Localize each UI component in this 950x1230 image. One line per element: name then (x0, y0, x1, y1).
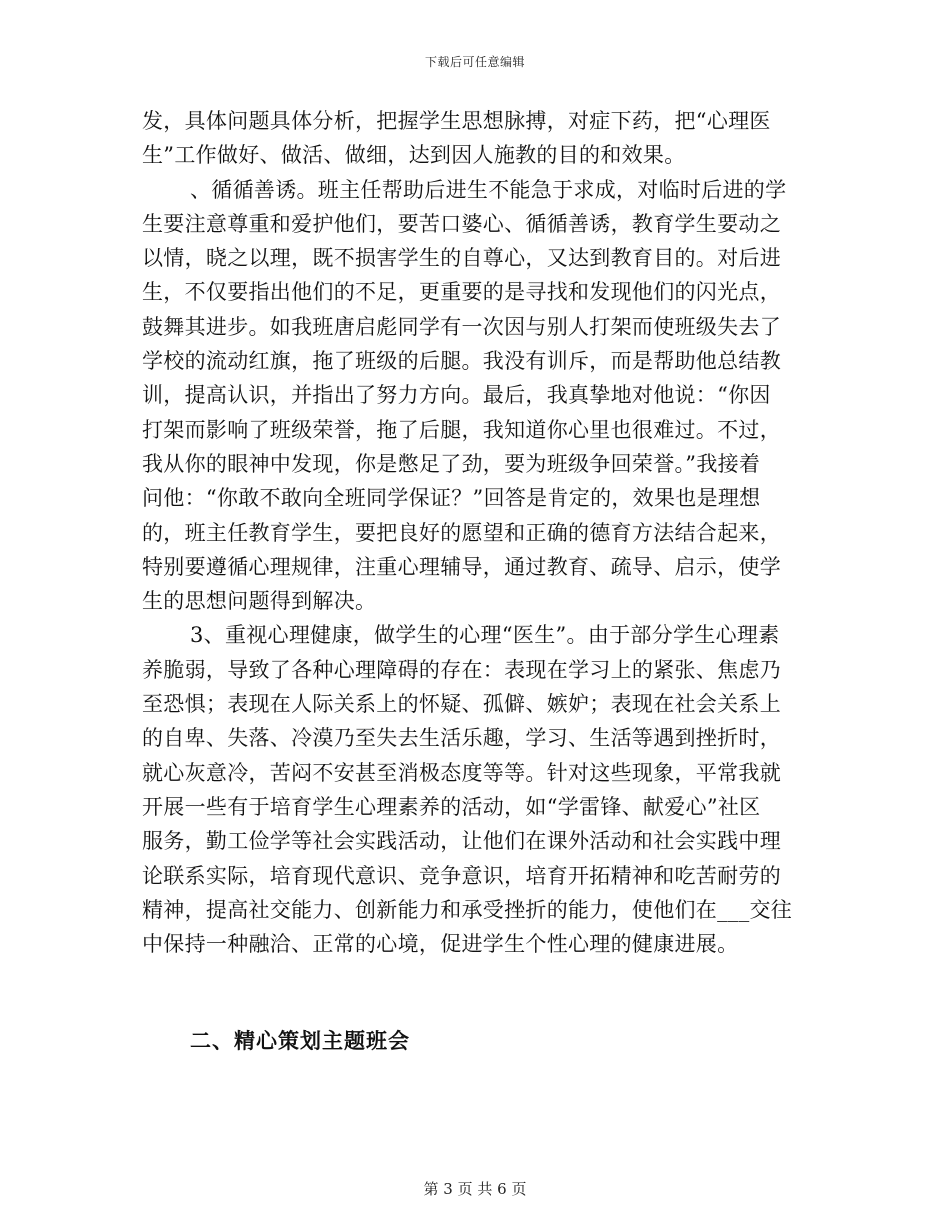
text-line: 服务，勤工俭学等社会实践活动，让他们在课外活动和社会实践中理 (142, 829, 781, 854)
text-line: 论联系实际，培育现代意识、竞争意识，培育开拓精神和吃苦耐劳的 (142, 863, 781, 888)
section-heading: 二、精心策划主题班会 (190, 1029, 410, 1053)
text-line: 特别要遵循心理规律，注重心理辅导，通过教育、疏导、启示，使学 (142, 554, 781, 579)
body-text (142, 104, 810, 961)
text-line: 至恐惧；表现在人际关系上的怀疑、孤僻、嫉妒；表现在社会关系上 (142, 692, 781, 717)
text-line: 养脆弱，导致了各种心理障碍的存在：表现在学习上的紧张、焦虑乃 (142, 657, 781, 682)
text-line: 生的思想问题得到解决。 (142, 589, 377, 614)
text-line: 发，具体问题具体分析，把握学生思想脉搏，对症下药，把“心理医 (142, 109, 771, 133)
text-line: 就心灰意冷，苦闷不安甚至消极态度等等。针对这些现象，平常我就 (142, 760, 781, 785)
text-line: 的，班主任教育学生，要把良好的愿望和正确的德育方法结合起来， (142, 520, 781, 545)
text-line: 学校的流动红旗，拖了班级的后腿。我没有训斥，而是帮助他总结教 (142, 349, 781, 374)
text-line: 、循循善诱。班主任帮助后进生不能急于求成，对临时后进的学 (190, 177, 787, 202)
text-line: 生，不仅要指出他们的不足，更重要的是寻找和发现他们的闪光点， (142, 280, 781, 305)
text-line: 以情，晓之以理，既不损害学生的自尊心，又达到教育目的。对后进 (142, 246, 781, 271)
text-line: 我从你的眼神中发现，你是憋足了劲，要为班级争回荣誉。”我接着 (142, 451, 761, 476)
text-line: 开展一些有于培育学生心理素养的活动，如“学雷锋、献爱心”社区 (142, 794, 761, 819)
text-line: 3、重视心理健康，做学生的心理“医生”。由于部分学生心理素 (190, 623, 780, 648)
text-line: 精神，提高社交能力、创新能力和承受挫折的能力，使他们在___交往 (142, 897, 793, 922)
text-line: 打架而影响了班级荣誉，拖了后腿，我知道你心里也很难过。不过， (142, 417, 781, 442)
page-footer: 第 3 页 共 6 页 (423, 1180, 527, 1198)
text-line: 生要注意尊重和爱护他们，要苦口婆心、循循善诱，教育学生要动之 (142, 211, 781, 236)
text-line: 问他：“你敢不敢向全班同学保证？”回答是肯定的，效果也是理想 (142, 486, 761, 511)
text-line: 训，提高认识，并指出了努力方向。最后，我真挚地对他说：“你因 (142, 383, 771, 408)
page-header: 下载后可任意编辑 (424, 55, 525, 69)
text-line: 的自卑、失落、冷漠乃至失去生活乐趣，学习、生活等遇到挫折时， (142, 726, 781, 751)
text-line: 生”工作做好、做活、做细，达到因人施教的目的和效果。 (142, 143, 686, 168)
text-line: 鼓舞其进步。如我班唐启彪同学有一次因与别人打架而使班级失去了 (142, 314, 781, 339)
text-line: 中保持一种融洽、正常的心境，促进学生个性心理的健康进展。 (142, 932, 739, 957)
